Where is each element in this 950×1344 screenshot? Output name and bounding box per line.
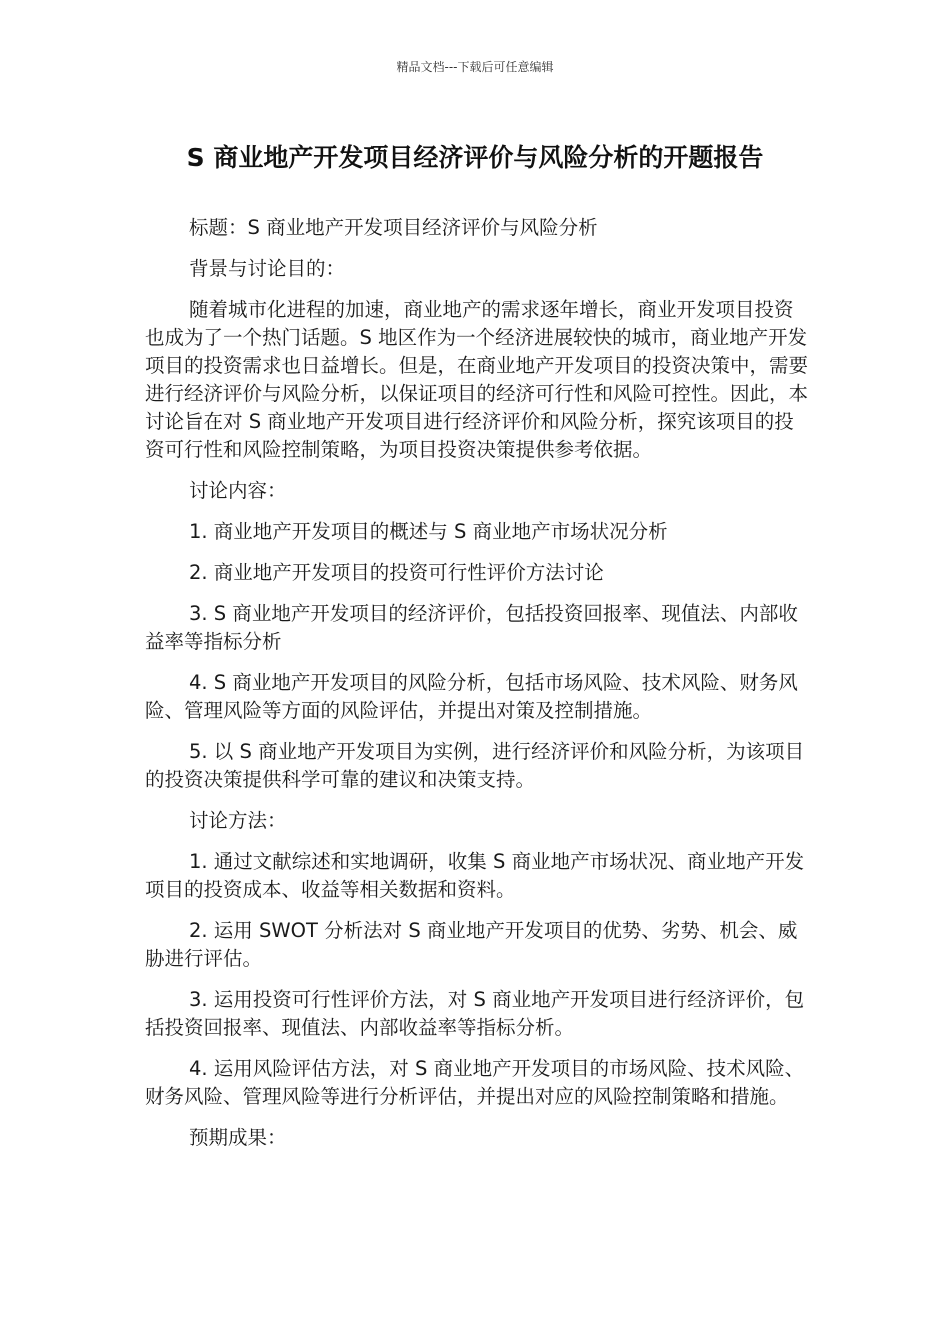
content-item: 5. 以 S 商业地产开发项目为实例，进行经济评价和风险分析，为该项目的投资决策提供科学可靠的建议和决策支持。 bbox=[145, 740, 805, 791]
paragraph-subject: 标题：S 商业地产开发项目经济评价与风险分析 bbox=[189, 216, 598, 239]
method-item: 1. 通过文献综述和实地调研，收集 S 商业地产市场状况、商业地产开发项目的投资成本、收益等相关数据和资料。 bbox=[145, 850, 805, 901]
content-item: 4. S 商业地产开发项目的风险分析，包括市场风险、技术风险、财务风险、管理风险等方面的风险评估，并提出对策及控制措施。 bbox=[145, 671, 798, 722]
document-title: S 商业地产开发项目经济评价与风险分析的开题报告 bbox=[186, 143, 764, 172]
content-item: 1. 商业地产开发项目的概述与 S 商业地产市场状况分析 bbox=[189, 520, 668, 543]
header-note: 精品文档---下载后可任意编辑 bbox=[396, 60, 554, 74]
paragraph-background: 随着城市化进程的加速，商业地产的需求逐年增长，商业开发项目投资也成为了一个热门话题。S 地区作为一个经济进展较快的城市，商业地产开发项目的投资需求也日益增长。但是，在商业地产开发项目的投资决策中，需要进行经济评价与风险分析，以保证项目的经济可行性和风险可控性。因此，本讨论旨在对 S 商业地产开发项目进行经济评价和风险分析，探究该项目的投资可行性和风险控制策略，为项目投资决策提供参考依据。 bbox=[145, 298, 809, 461]
method-item: 3. 运用投资可行性评价方法，对 S 商业地产开发项目进行经济评价，包括投资回报率、现值法、内部收益率等指标分析。 bbox=[145, 988, 805, 1039]
content-item: 2. 商业地产开发项目的投资可行性评价方法讨论 bbox=[189, 561, 604, 584]
document-body bbox=[145, 214, 810, 1165]
method-item: 4. 运用风险评估方法，对 S 商业地产开发项目的市场风险、技术风险、财务风险、管理风险等进行分析评估，并提出对应的风险控制策略和措施。 bbox=[145, 1057, 805, 1108]
heading-background: 背景与讨论目的： bbox=[189, 257, 346, 280]
heading-method: 讨论方法： bbox=[189, 809, 287, 832]
heading-content: 讨论内容： bbox=[189, 479, 287, 502]
content-item: 3. S 商业地产开发项目的经济评价，包括投资回报率、现值法、内部收益率等指标分析 bbox=[145, 602, 798, 653]
heading-expected-results: 预期成果： bbox=[189, 1126, 287, 1149]
method-item: 2. 运用 SWOT 分析法对 S 商业地产开发项目的优势、劣势、机会、威胁进行评估。 bbox=[145, 919, 798, 970]
